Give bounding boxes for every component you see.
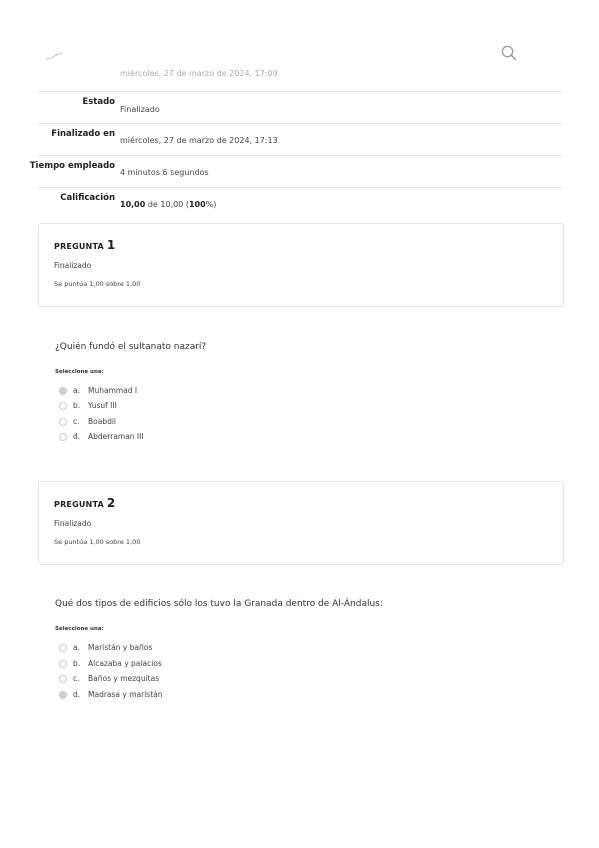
answer-option[interactable] xyxy=(59,432,144,442)
question-info-box xyxy=(38,223,564,307)
search-icon[interactable] xyxy=(500,44,518,62)
question-number: 1 xyxy=(106,238,116,252)
question-title-prefix: PREGUNTA xyxy=(54,500,104,509)
question-state: Finalizado xyxy=(54,261,92,270)
summary-value: Finalizado xyxy=(120,105,160,114)
summary-row-finished xyxy=(38,123,562,155)
option-text: Baños y mezquitas xyxy=(88,674,160,683)
summary-label: Calificación xyxy=(60,193,115,203)
question-grade: Se puntúa 1,00 sobre 1,00 xyxy=(54,538,141,546)
summary-value xyxy=(120,200,216,209)
select-one-label: Seleccione una: xyxy=(55,626,104,632)
radio-icon[interactable] xyxy=(59,418,67,426)
radio-icon[interactable] xyxy=(59,660,67,668)
summary-row-grade xyxy=(38,187,562,219)
option-text: Muhammad I xyxy=(88,386,138,395)
summary-label: Finalizado en xyxy=(51,129,115,139)
summary-value: miércoles, 27 de marzo de 2024, 17:13 xyxy=(120,136,278,145)
summary-row-state xyxy=(38,91,562,123)
question-text: Qué dos tipos de edificios sólo los tuvo la Granada dentro de Al-Ándalus: xyxy=(55,599,383,609)
option-text: Yusuf III xyxy=(88,401,117,410)
answer-option[interactable] xyxy=(59,659,162,669)
question-state: Finalizado xyxy=(54,519,92,528)
question-title xyxy=(54,496,115,510)
option-text: Abderraman III xyxy=(88,432,144,441)
radio-icon[interactable] xyxy=(59,402,67,410)
question-number: 2 xyxy=(106,496,116,510)
answer-option[interactable] xyxy=(59,643,152,653)
question-info-box xyxy=(38,481,564,565)
option-text: Maristán y baños xyxy=(88,643,153,652)
grade-of: de 10,00 ( xyxy=(145,200,189,209)
option-text: Boabdil xyxy=(88,417,117,426)
answer-option[interactable] xyxy=(59,674,159,684)
summary-value: 4 minutos 6 segundos xyxy=(120,168,209,177)
grade-score: 10,00 xyxy=(120,200,146,209)
summary-label: Tiempo empleado xyxy=(29,161,115,171)
option-letter: b. xyxy=(73,659,81,668)
radio-selected-icon[interactable] xyxy=(59,387,67,395)
radio-selected-icon[interactable] xyxy=(59,691,67,699)
question-grade: Se puntúa 1,00 sobre 1,00 xyxy=(54,280,141,288)
grade-percent: 100 xyxy=(188,200,206,209)
grade-end: %) xyxy=(205,200,217,209)
question-text: ¿Quién fundó el sultanato nazarí? xyxy=(55,342,207,352)
university-logo-icon[interactable] xyxy=(44,50,64,62)
question-title-prefix: PREGUNTA xyxy=(54,242,104,251)
summary-row-time xyxy=(29,155,562,187)
option-letter: a. xyxy=(73,386,80,395)
option-letter: d. xyxy=(73,690,81,699)
answer-option[interactable] xyxy=(59,386,137,396)
option-text: Alcazaba y palacios xyxy=(88,659,162,668)
option-letter: b. xyxy=(73,401,81,410)
radio-icon[interactable] xyxy=(59,675,67,683)
option-text: Madrasa y maristán xyxy=(88,690,163,699)
attempt-summary-table xyxy=(29,91,562,219)
answer-option[interactable] xyxy=(59,690,162,700)
cutoff-started-on-text: miércoles, 27 de marzo de 2024, 17:09 xyxy=(120,70,278,78)
radio-icon[interactable] xyxy=(59,644,67,652)
option-letter: c. xyxy=(73,674,80,683)
select-one-label: Seleccione una: xyxy=(55,369,104,375)
answer-option[interactable] xyxy=(59,417,116,427)
option-letter: a. xyxy=(73,643,80,652)
answer-option[interactable] xyxy=(59,401,117,411)
radio-icon[interactable] xyxy=(59,433,67,441)
option-letter: d. xyxy=(73,432,81,441)
question-title xyxy=(54,238,115,252)
option-letter: c. xyxy=(73,417,80,426)
summary-label: Estado xyxy=(82,97,115,107)
